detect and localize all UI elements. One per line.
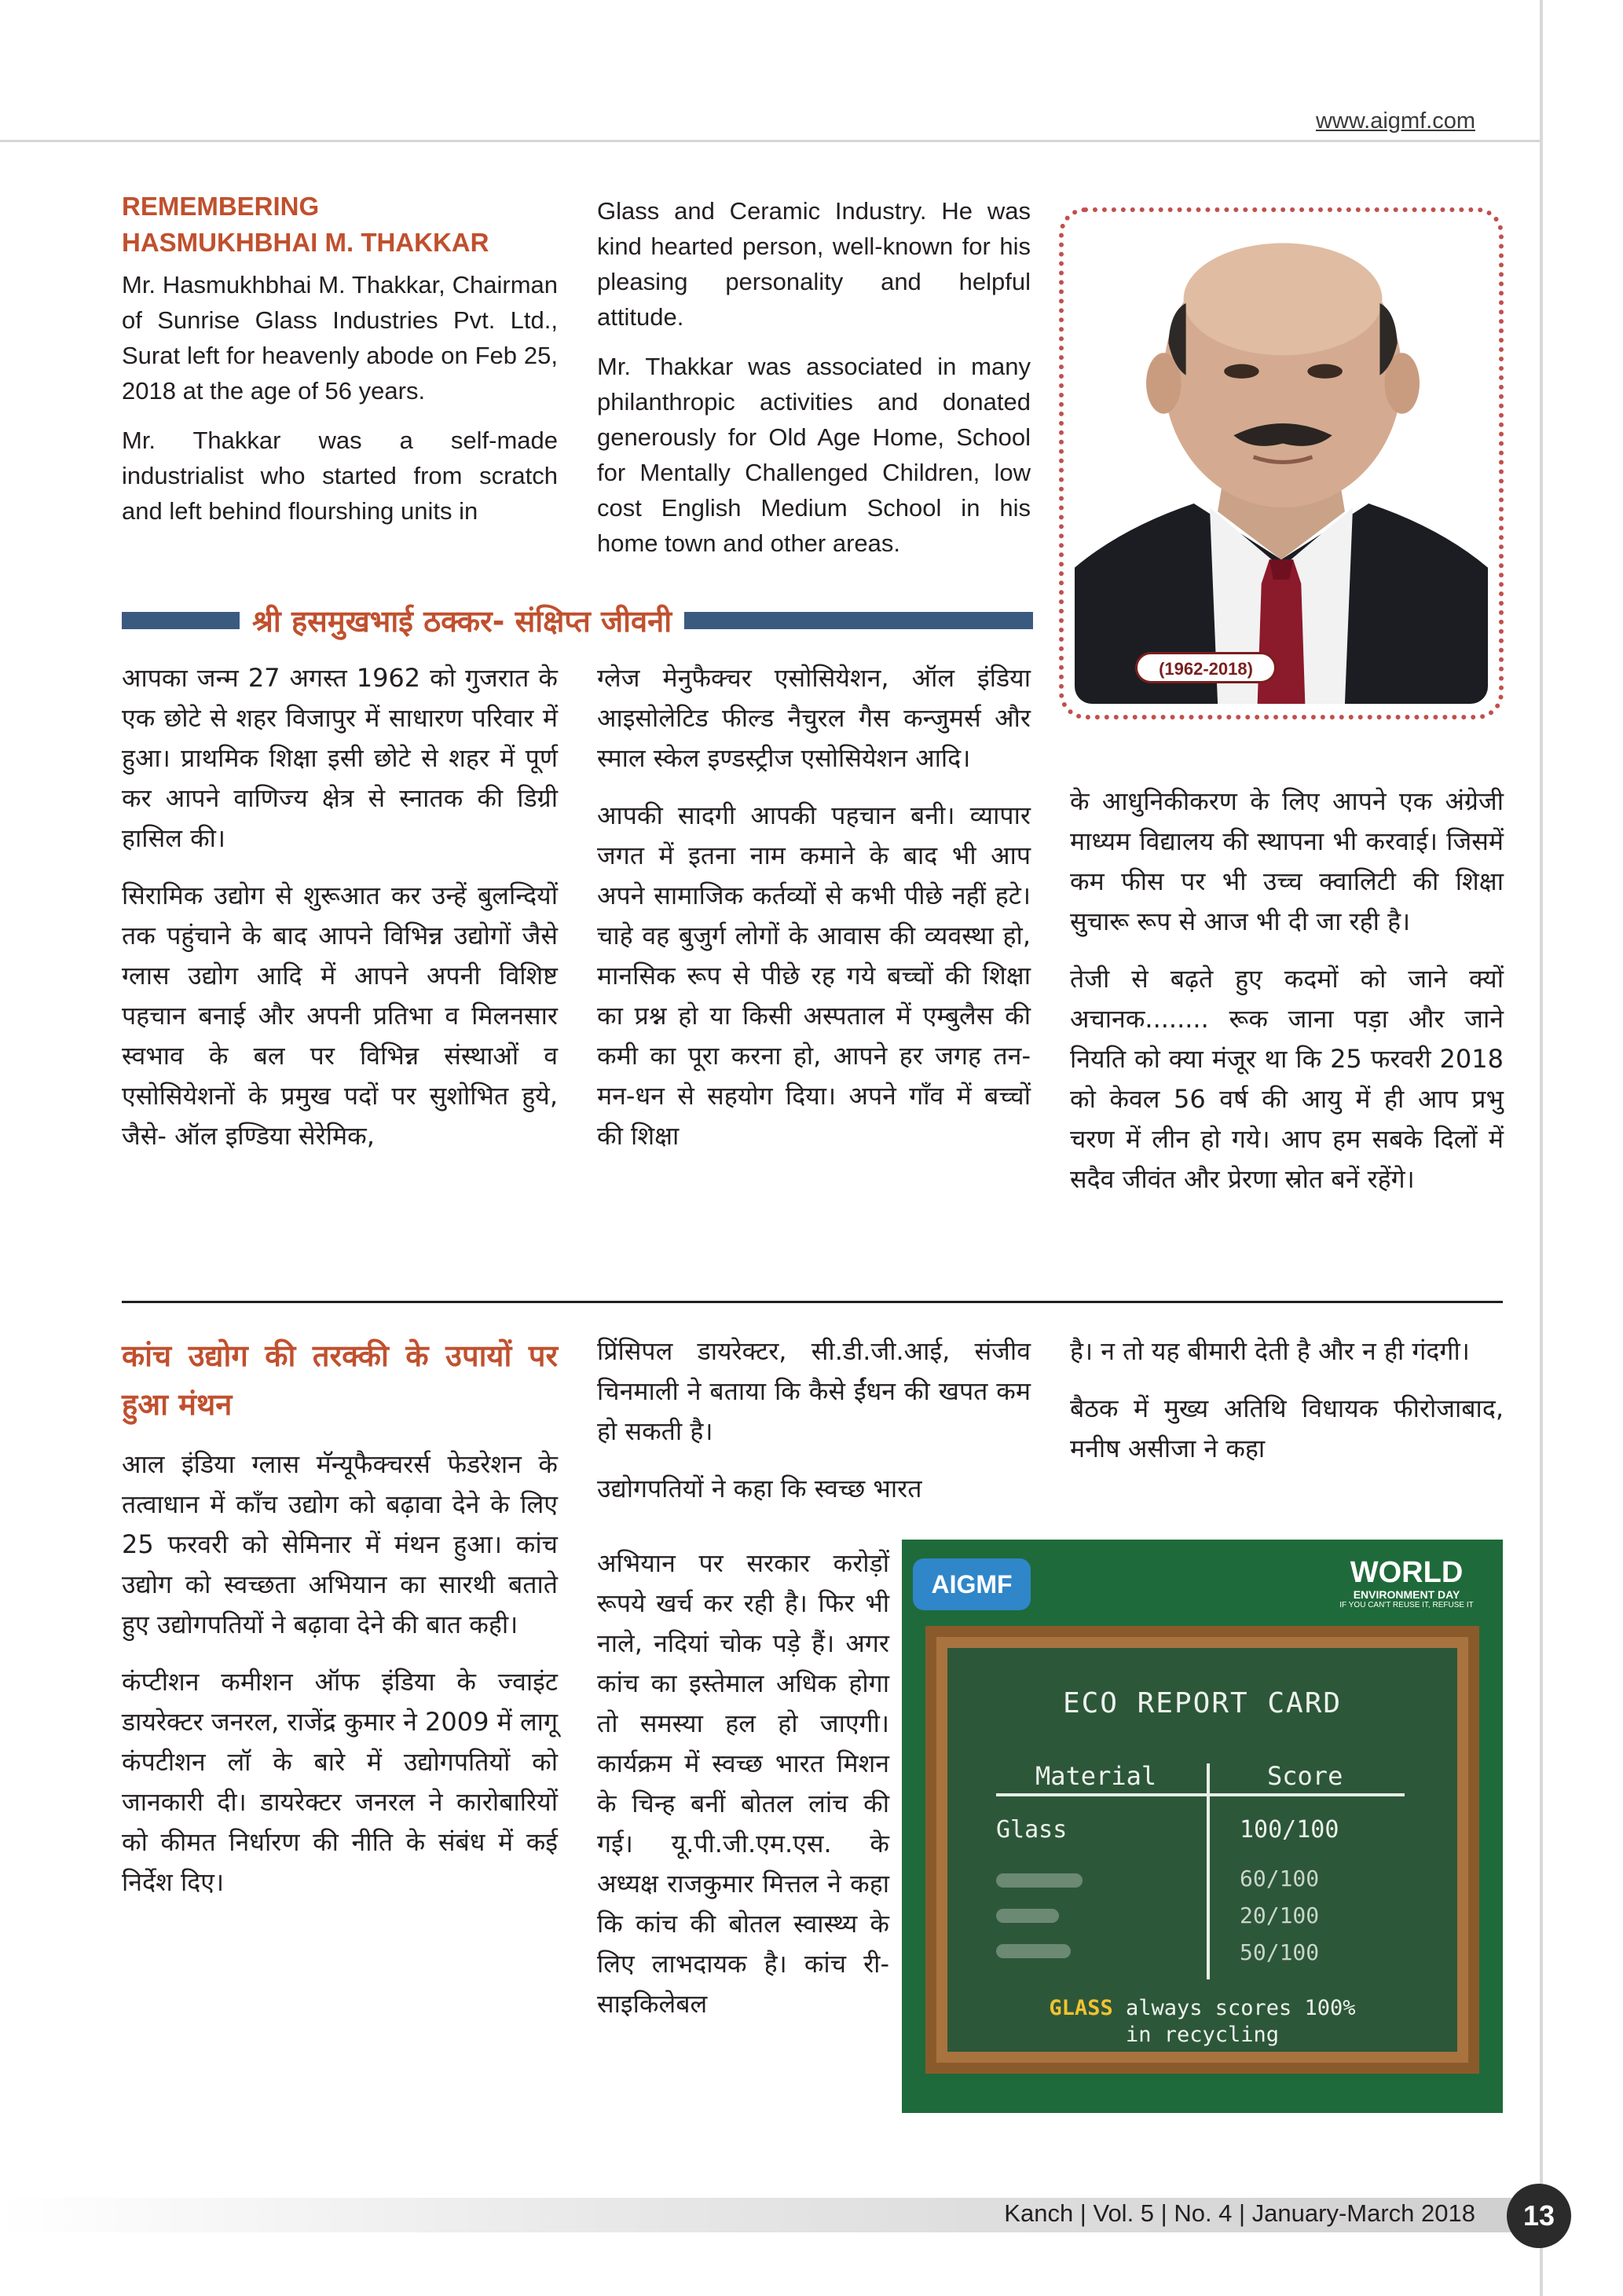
banner-bar-left [122, 612, 240, 629]
eco-report-card-poster [902, 1540, 1503, 2113]
biography-banner [122, 597, 1033, 644]
page-number: 13 [1507, 2184, 1571, 2248]
article-column-1 [122, 1331, 558, 1920]
row-material: Glass [996, 1816, 1068, 1844]
obituary-paragraph: Mr. Hasmukhbhai M. Thakkar, Chairman of Sunrise Glass Industries Pvt. Ltd., Surat left for heavenly abode on Feb 25, 2018 at the age of 56 years. [122, 271, 558, 405]
banner-bar-right [684, 612, 1033, 629]
board-title: ECO REPORT CARD [1062, 1687, 1343, 1719]
article-paragraph: अभियान पर सरकार करोड़ों रूपये खर्च कर रही है। फिर भी नाले, नदियां चोक पड़े हैं। अगर कांच का इस्तेमाल अधिक होगा तो समस्या हल हो जाएगी। कार्यक्रम में स्वच्छ भारत मिशन के चिन्ह बनीं बोतल लांच की गई। यू.पी.जी.एम.एस. के अध्यक्ष राजकुमार मित्तल ने कहा कि कांच की बोतल स्वास्थ्य के लिए लाभदायक है। कांच री-साइकिलेबल [597, 1548, 889, 2019]
biography-column-2 [597, 658, 1031, 1174]
article-paragraph: है। न तो यह बीमारी देती है और न ही गंदगी। [1070, 1336, 1470, 1366]
world-environment-day-badge [1326, 1557, 1487, 1610]
obituary-title-line-2: HASMUKHBHAI M. THAKKAR [122, 228, 489, 257]
article-column-3 [1070, 1331, 1504, 1486]
obituary-paragraph: Mr. Thakkar was a self-made industrialist who started from scratch and left behind flourshing units in [122, 427, 558, 525]
article-paragraph: आल इंडिया ग्लास मॅन्यूफैक्चरर्स फेडरेशन के तत्वाधान में काँच उद्योग को बढ़ावा देने के लिए 25 फरवरी को सेमिनार में मंथन हुआ। कांच उद्योग को स्वच्छता अभियान का सारथी बताते हुए उद्योगपतियों ने बढ़ावा देने की बात कही। [122, 1449, 558, 1639]
portrait-frame [1059, 207, 1504, 720]
footer-issue-info: Kanch | Vol. 5 | No. 4 | January-March 2018 [1004, 2199, 1475, 2227]
portrait-photo [1075, 223, 1488, 704]
article-paragraph: बैठक में मुख्य अतिथि विधायक फीरोजाबाद, मनीष असीजा ने कहा [1070, 1393, 1504, 1463]
biography-paragraph: ग्लेज मेनुफैक्चर एसोसियेशन, ऑल इंडिया आइसोलेटिड फील्ड नैचुरल गैस कन्जुमर्स और स्माल स्केल इण्डस्ट्रीज एसोसियेशन आदि। [597, 663, 1031, 773]
obituary-column-2 [597, 193, 1031, 575]
article-paragraph: उद्योगपतियों ने कहा कि स्वच्छ भारत [597, 1474, 922, 1503]
obituary-column-1 [122, 189, 558, 543]
aigmf-logo: AIGMF [913, 1558, 1031, 1610]
tagline-glass: GLASS [1049, 1996, 1113, 2020]
biography-paragraph: के आधुनिकीकरण के लिए आपने एक अंग्रेजी माध्यम विद्यालय की स्थापना भी करवाई। जिसमें कम फीस पर भी उच्च क्वालिटी की शिक्षा सुचारू रूप से आज भी दी जा रही है। [1070, 786, 1504, 936]
biography-column-1 [122, 658, 558, 1174]
obituary-paragraph: Glass and Ceramic Industry. He was kind hearted person, well-known for his pleasing personality and helpful attitude. [597, 197, 1031, 331]
article-paragraph: प्रिंसिपल डायरेक्टर, सी.डी.जी.आई, संजीव चिनमाली ने बताया कि कैसे ईंधन की खपत कम हो सकती है। [597, 1336, 1031, 1446]
obituary-title [122, 189, 558, 261]
biography-banner-title: श्री हसमुखभाई ठक्कर- संक्षिप्त जीवनी [252, 604, 672, 639]
row-score: 20/100 [1240, 1902, 1320, 1928]
article-title: कांच उद्योग की तरक्की के उपायों पर हुआ मंथन [122, 1338, 558, 1422]
obituary-title-line-1: REMEMBERING [122, 192, 320, 221]
article-column-2 [597, 1331, 1031, 1509]
row-score: 50/100 [1240, 1939, 1320, 1965]
badge-line-1: WORLD [1350, 1556, 1464, 1589]
right-margin-rule [1540, 0, 1543, 2296]
row-score: 100/100 [1240, 1816, 1339, 1844]
tagline-line-2: in recycling [1125, 2023, 1280, 2047]
biography-column-3 [1070, 782, 1504, 1217]
obituary-paragraph: Mr. Thakkar was associated in many philanthropic activities and donated generously for Old Age Home, School for Mentally Challenged Children, low cost English Medium School in his home town and other areas. [597, 353, 1031, 557]
biography-paragraph: सिरामिक उद्योग से शुरूआत कर उन्हें बुलन्दियों तक पहुंचाने के बाद आपने विभिन्न उद्योगों जैसे ग्लास उद्योग आदि में आपने अपनी विशिष्ट पहचान बनाई और अपनी प्रतिभा व मिलनसार स्वभाव के बल पर विभिन्न संस्थाओं व एसोसियेशनों के प्रमुख पदों पर सुशोभित हुये, जैसे- ऑल इण्डिया सेरेमिक, [122, 881, 558, 1151]
tagline-rest: always scores 100% [1125, 1996, 1356, 2020]
biography-paragraph: आपका जन्म 27 अगस्त 1962 को गुजरात के एक छोटे से शहर विजापुर में साधारण परिवार में हुआ। प्राथमिक शिक्षा इसी छोटे से शहर में पूर्ण कर आपने वाणिज्य क्षेत्र से स्नातक की डिग्री हासिल की। [122, 663, 558, 853]
article-column-2-wrap [597, 1543, 889, 2041]
biography-paragraph: तेजी से बढ़ते हुए कदमों को जाने क्यों अचानक........ रूक जाना पड़ा और जाने नियति को क्या मंजूर था कि 25 फरवरी 2018 को केवल 56 वर्ष की आयु में ही आप प्रभु चरण में लीन हो गये। आप हम सबके दिलों में सदैव जीवंत और प्रेरणा स्रोत बनें रहेंगे। [1070, 964, 1504, 1194]
badge-line-2: ENVIRONMENT DAY [1353, 1588, 1460, 1601]
row-score: 60/100 [1240, 1866, 1320, 1891]
section-divider [122, 1301, 1503, 1303]
badge-line-3: IF YOU CAN'T REUSE IT, REFUSE IT [1339, 1601, 1474, 1609]
col-material-header: Material [1035, 1761, 1157, 1791]
article-paragraph: कंप्टीशन कमीशन ऑफ इंडिया के ज्वाइंट डायरेक्टर जनरल, राजेंद्र कुमार ने 2009 में लागू कंपटीशन लॉ के बारे में उद्योगपतियों को जानकारी दी। डायरेक्टर जनरल ने कारोबारियों को कीमत निर्धारण की नीति के संबंध में कई निर्देश दिए। [122, 1667, 558, 1897]
site-url[interactable]: www.aigmf.com [1315, 108, 1475, 134]
col-score-header: Score [1267, 1761, 1343, 1791]
life-years-badge: (1962-2018) [1135, 652, 1277, 683]
header-rule [0, 140, 1540, 142]
biography-paragraph: आपकी सादगी आपकी पहचान बनी। व्यापार जगत में इतना नाम कमाने के बाद भी आप अपने सामाजिक कर्तव्यों से कभी पीछे नहीं हटे। चाहे वह बुजुर्ग लोगों के आवास की व्यवस्था हो, मानसिक रूप से पीछे रह गये बच्चों की शिक्षा का प्रश्न हो या किसी अस्पताल में एम्बुलैस की कमी का पूरा करना हो, आपने हर जगह तन-मन-धन से सहयोग दिया। अपने गाँव में बच्चों की शिक्षा [597, 800, 1031, 1151]
poster-tagline [947, 1995, 1457, 2049]
